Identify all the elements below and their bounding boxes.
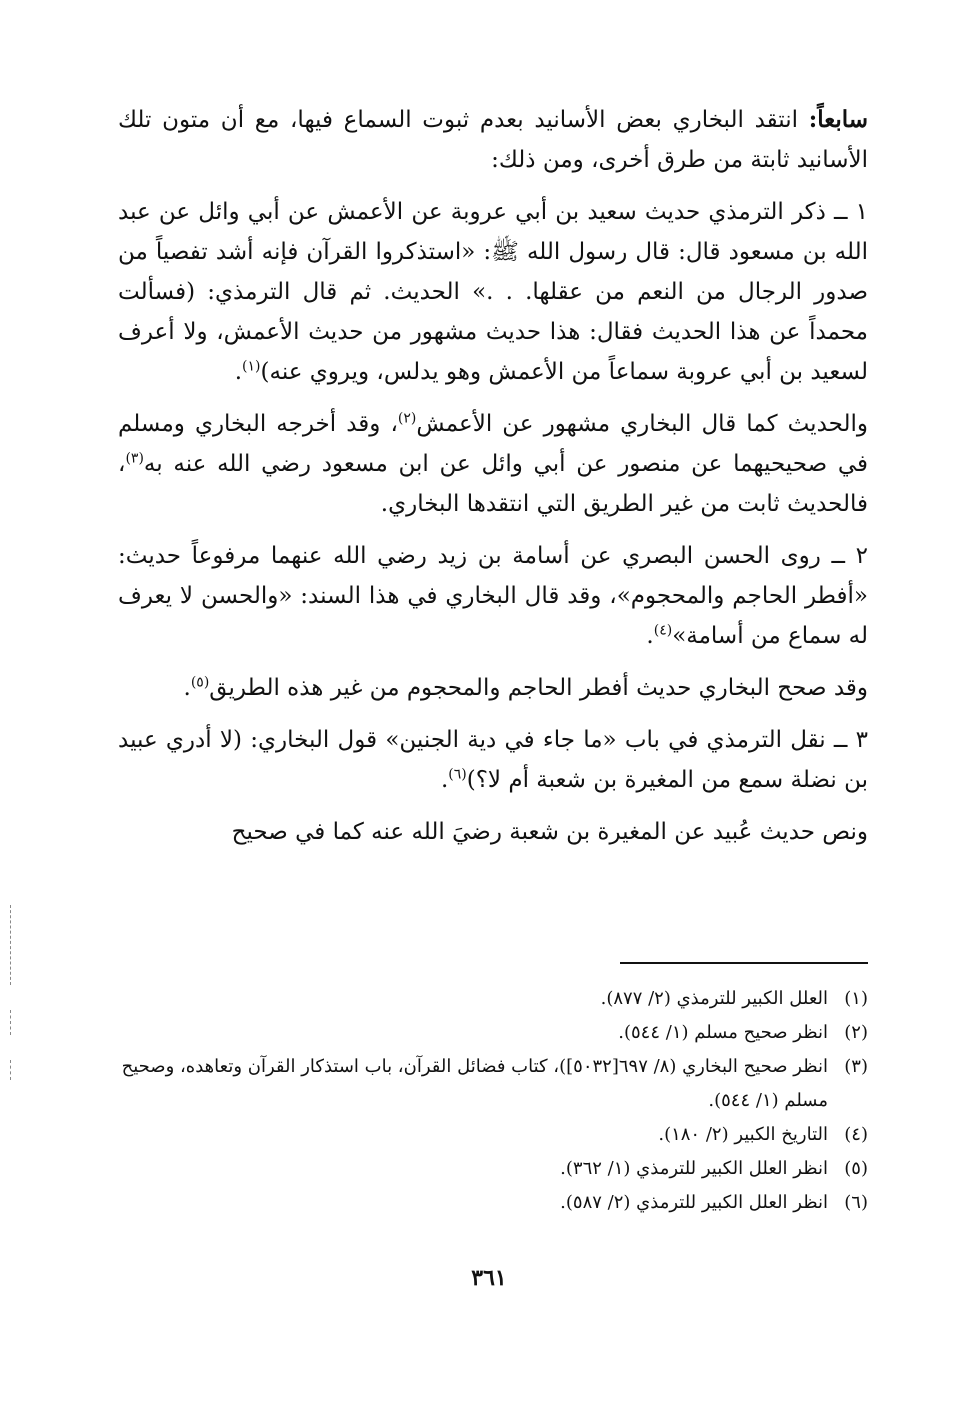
footnote-item	[118, 1186, 868, 1220]
footnote-marker-5[interactable]: (٥)	[190, 674, 210, 691]
footnote-number: (٢)	[844, 1022, 868, 1043]
footnote-text: انظر العلل الكبير للترمذي (٢/ ٥٨٧).	[560, 1192, 828, 1213]
paragraph-tail: .	[646, 623, 654, 649]
footnotes	[118, 982, 868, 1220]
paragraph-example-1	[118, 192, 868, 392]
footnote-text: انظر صحيح مسلم (١/ ٥٤٤).	[618, 1022, 828, 1043]
footnote-marker-3[interactable]: (٣)	[125, 450, 144, 467]
footnote-item	[118, 1050, 868, 1118]
paragraph-tail: .	[234, 359, 243, 385]
footnote-number: (١)	[844, 988, 868, 1009]
paragraph-text: ١ ــ ذكر الترمذي حديث سعيد بن أبي عروبة عن الأعمش عن أبي وائل عن عبد الله بن مسعود قال: قال رسول الله ﷺ: «استذكروا القرآن فإنه أشد تفصياً من صدور الرجال من النعم من عقلها. . .» الحديث. ثم قال الترمذي: (فسألت محمداً عن هذا الحديث فقال: هذا حديث مشهور من حديث الأعمش، ولا أعرف لسعيد بن أبي عروبة سماعاً من الأعمش وهو يدلس، ويروي عنه)	[118, 199, 868, 385]
paragraph-text: ٢ ــ روى الحسن البصري عن أسامة بن زيد رضي الله عنهما مرفوعاً حديث: «أفطر الحاجم والمحجوم»، وقد قال البخاري في هذا السند: «والحسن لا يعرف له سماع من أسامة»	[118, 543, 869, 649]
scan-edge-mark	[10, 1060, 11, 1080]
paragraph-text: ونص حديث عُبيد عن المغيرة بن شعبة رضيَ الله عنه كما في صحيح	[231, 819, 868, 845]
paragraph-text: ٣ ــ نقل الترمذي في باب «ما جاء في دية الجنين» قول البخاري: (لا أدري عبيد بن نضلة سمع من المغيرة بن شعبة أم لا؟)	[118, 727, 868, 793]
paragraph-text: انتقد البخاري بعض الأسانيد بعدم ثبوت السماع فيها، مع أن متون تلك الأسانيد ثابتة من طرق أخرى، ومن ذلك:	[118, 107, 868, 173]
paragraph-continuation	[118, 812, 868, 852]
scan-edge-mark	[10, 1010, 11, 1035]
footnote-separator	[620, 962, 868, 964]
footnote-item	[118, 982, 868, 1016]
footnote-number: (٤)	[844, 1124, 868, 1145]
paragraph-example-2	[118, 536, 868, 656]
footnote-marker-2[interactable]: (٢)	[397, 410, 417, 427]
paragraph-tail: ، فالحديث ثابت من غير الطريق التي انتقدها البخاري.	[118, 451, 868, 517]
footnote-marker-6[interactable]: (٦)	[448, 766, 467, 783]
footnote-text: العلل الكبير للترمذي (٢/ ٨٧٧).	[600, 988, 828, 1009]
footnote-text: انظر العلل الكبير للترمذي (١/ ٣٦٢).	[560, 1158, 828, 1179]
paragraph-commentary-1	[118, 404, 868, 524]
footnote-number: (٦)	[844, 1192, 868, 1213]
paragraph-text: وقد صحح البخاري حديث أفطر الحاجم والمحجوم من غير هذه الطريق	[209, 675, 868, 701]
paragraph-tail: ، وقد أخرجه البخاري ومسلم في صحيحيهما عن منصور عن أبي وائل عن ابن مسعود رضي الله عنه به	[118, 411, 868, 477]
footnote-text: انظر صحيح البخاري (٨/ ٦٩٧[٥٠٣٢])، كتاب فضائل القرآن، باب استذكار القرآن وتعاهده، وصحيح مسلم (١/ ٥٤٤).	[121, 1056, 828, 1111]
section-heading: سابعاً:	[808, 106, 868, 133]
paragraph-intro	[118, 100, 868, 180]
footnote-marker-1[interactable]: (١)	[242, 358, 261, 375]
footnote-text: التاريخ الكبير (٢/ ١٨٠).	[658, 1124, 828, 1145]
page-number: ٣٦١	[471, 1265, 507, 1291]
footnote-item	[118, 1118, 868, 1152]
paragraph-tail: .	[183, 675, 191, 701]
footnote-item	[118, 1152, 868, 1186]
paragraph-tail: .	[440, 767, 449, 793]
paragraph-example-3	[118, 720, 868, 800]
scan-edge-mark	[10, 905, 11, 985]
footnote-number: (٣)	[844, 1056, 868, 1077]
footnote-item	[118, 1016, 868, 1050]
main-text	[118, 100, 868, 864]
footnote-number: (٥)	[844, 1158, 868, 1179]
paragraph-commentary-2	[118, 668, 868, 708]
footnote-marker-4[interactable]: (٤)	[653, 622, 673, 639]
paragraph-text: والحديث كما قال البخاري مشهور عن الأعمش	[416, 411, 868, 437]
